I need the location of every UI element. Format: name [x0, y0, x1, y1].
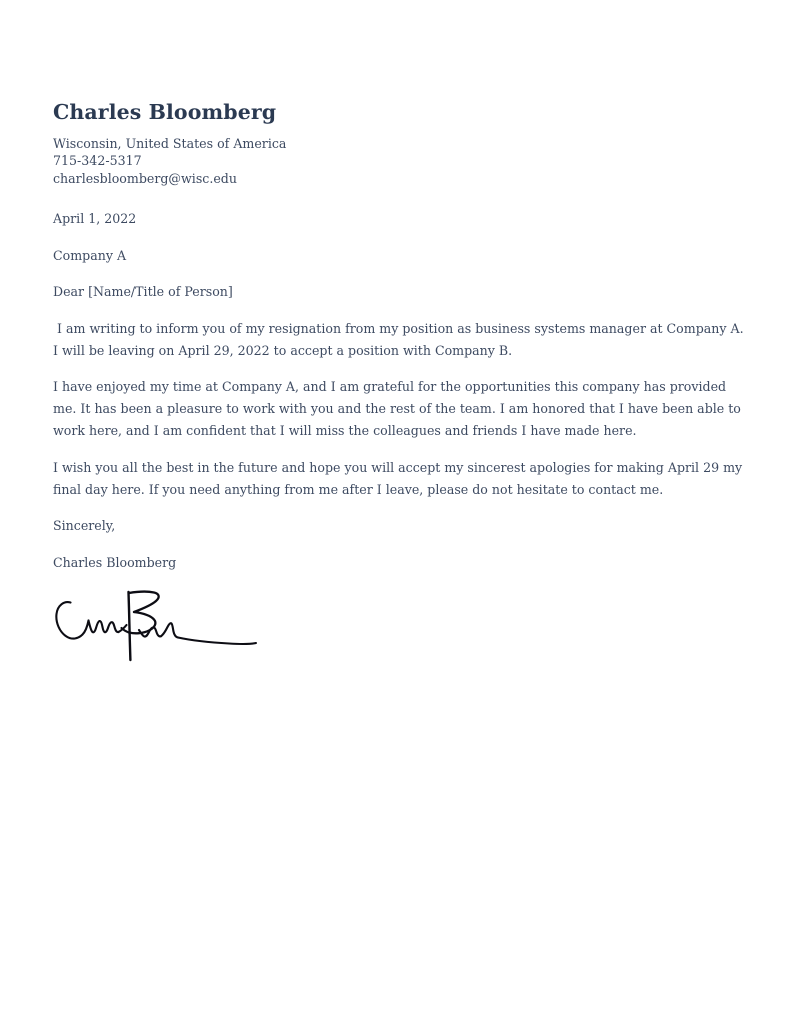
signature-image — [53, 588, 283, 666]
spacer — [53, 230, 747, 245]
closing-salutation: Sincerely, — [53, 518, 116, 534]
spacer — [53, 188, 747, 208]
spacer — [53, 266, 747, 281]
spacer — [53, 303, 747, 318]
body-paragraph-1: I am writing to inform you of my resignation from my position as business systems manager at Company A. I will be leaving on April 29, 2022 to accept a position with Company B. — [53, 320, 748, 358]
handwritten-signature-icon — [53, 588, 283, 666]
signer-name: Charles Bloomberg — [53, 554, 177, 570]
sender-location: Wisconsin, United States of America — [53, 135, 287, 151]
body-paragraph-2: I have enjoyed my time at Company A, and I am grateful for the opportunities this company has provided me. It has been a pleasure to work with you and the rest of the team. I am honored that I have been able to work here, and I am confident that I will miss the colleagues and friends I have made here. — [53, 379, 745, 438]
spacer — [53, 442, 747, 457]
sender-email: charlesbloomberg@wisc.edu — [53, 171, 237, 187]
spacer — [53, 537, 747, 552]
letter-content — [53, 100, 747, 666]
letter-date: April 1, 2022 — [53, 211, 137, 227]
salutation: Dear [Name/Title of Person] — [53, 284, 233, 300]
recipient-company: Company A — [53, 247, 127, 263]
spacer — [53, 500, 747, 515]
body-paragraph-3: I wish you all the best in the future and hope you will accept my sincerest apologies for making April 29 my final day here. If you need anything from me after I leave, please do not hesitate to contact me. — [53, 459, 747, 497]
page-title: Charles Bloomberg — [53, 100, 277, 124]
spacer — [53, 361, 747, 376]
sender-phone: 715-342-5317 — [53, 153, 142, 169]
